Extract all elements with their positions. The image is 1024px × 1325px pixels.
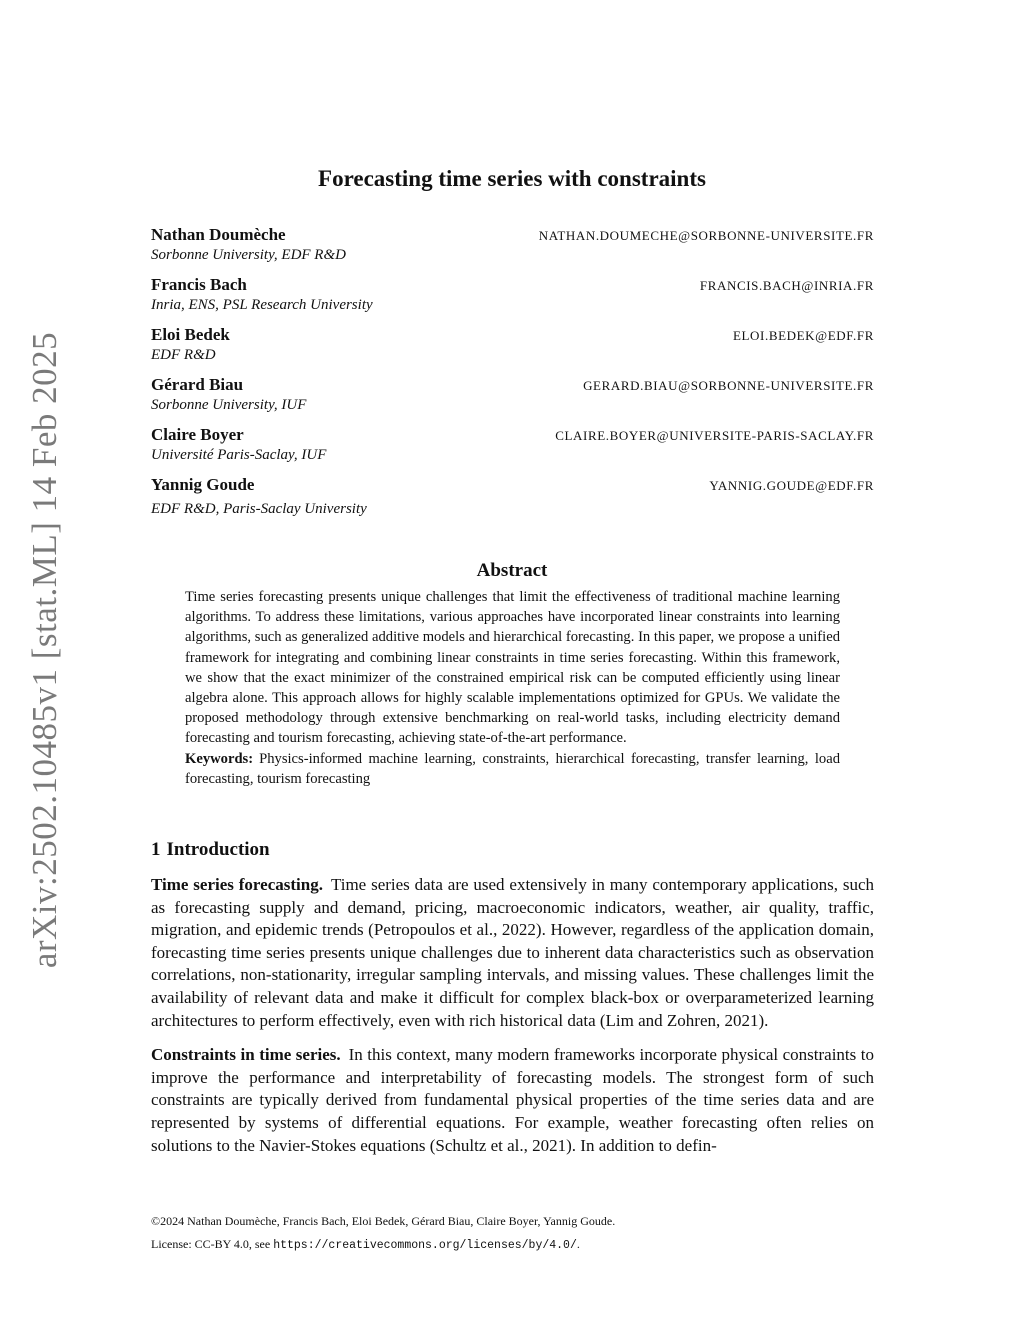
section-title: Introduction xyxy=(166,839,270,860)
author-name: Francis Bach xyxy=(151,275,247,294)
paragraph-heading: Constraints in time series. xyxy=(151,1045,341,1065)
author-email: CLAIRE.BOYER@UNIVERSITE-PARIS-SACLAY.FR xyxy=(555,428,874,443)
author-email: FRANCIS.BACH@INRIA.FR xyxy=(699,278,874,293)
author-affiliation: Sorbonne University, IUF xyxy=(151,397,307,413)
license-notice xyxy=(151,1237,615,1252)
author-email: YANNIG.GOUDE@EDF.FR xyxy=(709,478,874,493)
author-entry xyxy=(151,375,874,425)
author-affiliation: Sorbonne University, EDF R&D xyxy=(151,247,346,263)
author-email: NATHAN.DOUMECHE@SORBONNE-UNIVERSITE.FR xyxy=(538,228,874,243)
paper-title: Forecasting time series with constraints xyxy=(318,166,706,191)
author-entry xyxy=(151,325,874,375)
license-suffix: . xyxy=(576,1237,580,1251)
paragraph-heading: Time series forecasting. xyxy=(151,875,323,894)
body-text xyxy=(151,874,874,1169)
author-entry xyxy=(151,275,874,325)
author-email: ELOI.BEDEK@EDF.FR xyxy=(732,328,874,343)
paragraph-text: Time series data are used extensively in many contemporary applications, such as forecasting supply and demand, pricing, macroeconomic indicators, weather, air quality, traffic, migration, and epidemic trends (Petropoulos et al., 2022). However, regardless of the application domain, forecasting time series presents unique challenges due to inherent data characteristics such as observation correlations, non-stationarity, irregular sampling intervals, and missing values. These challenges limit the availability of relevant data and make it difficult for complex black-box or overparameterized learning architectures to perform effectively, even with rich historical data (Lim and Zohren, 2021). xyxy=(151,875,875,1030)
author-name: Nathan Doumèche xyxy=(151,225,286,244)
arxiv-identifier-stamp: arXiv:2502.10485v1 [stat.ML] 14 Feb 2025 xyxy=(25,331,64,969)
section-heading xyxy=(151,839,270,861)
keywords-label: Keywords: xyxy=(185,750,254,767)
author-affiliation: EDF R&D, Paris-Saclay University xyxy=(151,501,367,517)
author-email: GERARD.BIAU@SORBONNE-UNIVERSITE.FR xyxy=(583,378,874,393)
author-affiliation: EDF R&D xyxy=(151,347,216,363)
section-number: 1 xyxy=(151,839,161,860)
author-name: Yannig Goude xyxy=(151,475,255,494)
author-name: Gérard Biau xyxy=(151,375,244,394)
license-link[interactable]: https://creativecommons.org/licenses/by/4.0/ xyxy=(273,1239,577,1252)
paragraph xyxy=(151,874,874,1032)
author-list xyxy=(151,225,874,523)
keywords-list: Physics-informed machine learning, constraints, hierarchical forecasting, transfer learning, load forecasting, tourism forecasting xyxy=(185,750,840,787)
author-entry xyxy=(151,425,874,475)
author-affiliation: Université Paris-Saclay, IUF xyxy=(151,447,327,463)
author-affiliation: Inria, ENS, PSL Research University xyxy=(151,297,373,313)
paragraph xyxy=(151,1044,874,1157)
license-prefix: License: CC-BY 4.0, see xyxy=(151,1237,271,1251)
author-entry xyxy=(151,475,874,523)
author-entry xyxy=(151,225,874,275)
abstract-heading: Abstract xyxy=(476,560,548,581)
keywords xyxy=(185,749,840,789)
footnote xyxy=(151,1214,615,1252)
author-name: Claire Boyer xyxy=(151,425,244,444)
abstract xyxy=(185,587,840,789)
author-name: Eloi Bedek xyxy=(151,325,230,344)
copyright-notice: ©2024 Nathan Doumèche, Francis Bach, Eloi Bedek, Gérard Biau, Claire Boyer, Yannig Goude. xyxy=(151,1214,616,1228)
paragraph-text: In this context, many modern frameworks incorporate physical constraints to improve the performance and interpretability of forecasting models. The strongest form of such constraints are typically derived from fundamental physical properties of the time series data and are represented by systems of differential equations. For example, weather forecasting often relies on solutions to the Navier-Stokes equations (Schultz et al., 2021). In addition to defin- xyxy=(151,1045,874,1155)
abstract-text: Time series forecasting presents unique challenges that limit the effectiveness of traditional machine learning algorithms. To address these limitations, various approaches have incorporated linear constraints into learning algorithms, such as generalized additive models and hierarchical forecasting. In this paper, we propose a unified framework for integrating and combining linear constraints in time series forecasting. Within this framework, we show that the exact minimizer of the constrained empirical risk can be computed efficiently using linear algebra alone. This approach allows for highly scalable implementations optimized for GPUs. We validate the proposed methodology through extensive benchmarking on real-world tasks, including electricity demand forecasting and tourism forecasting, achieving state-of-the-art performance. xyxy=(185,589,840,747)
